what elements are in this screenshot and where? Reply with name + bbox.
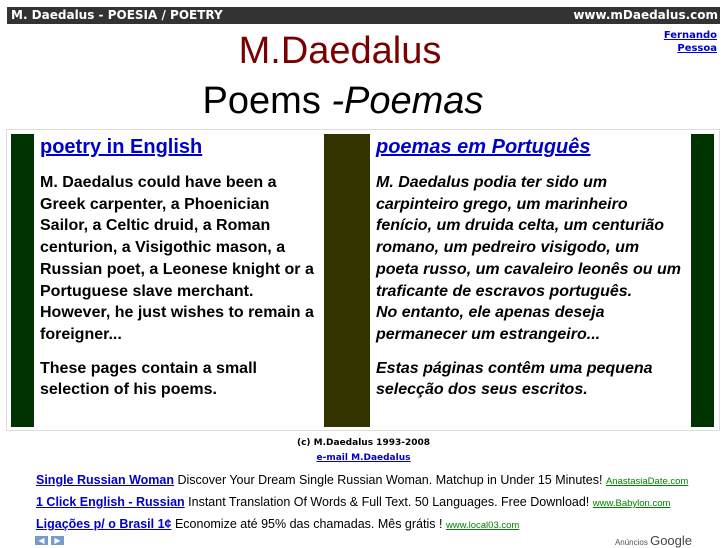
fernando-link[interactable]: Fernando: [663, 30, 717, 41]
right-bar: [691, 134, 714, 427]
ads-by-label[interactable]: [615, 533, 692, 548]
portuguese-para-3: Estas páginas contêm uma pequena selecção dos seus escritos.: [376, 359, 653, 399]
ad-text: Economize até 95% das chamadas. Mês grátis !: [174, 517, 443, 531]
ad-headline[interactable]: Single Russian Woman: [36, 473, 174, 487]
pessoa-link[interactable]: Pessoa: [677, 43, 717, 54]
page-title: M.Daedalus: [238, 30, 442, 72]
english-para-3: These pages contain a small selection of his poems.: [40, 359, 257, 399]
middle-bar: [324, 134, 370, 427]
footer: [0, 436, 727, 466]
english-para-1: M. Daedalus could have been a Greek carpenter, a Phoenician Sailor, a Celtic druid, a Roman centurion, a Visigothic mason, a Russian poet, a Leonese knight or a Portuguese slave merchant.: [40, 174, 314, 300]
english-para-2: However, he just wishes to remain a foreigner...: [40, 304, 314, 343]
copyright: (c) M.Daedalus 1993-2008: [296, 438, 431, 448]
ad-item: [36, 495, 670, 509]
ad-text: Discover Your Dream Single Russian Woman. Matchup in Under 15 Minutes!: [177, 473, 603, 487]
ad-nav: [35, 536, 65, 545]
portuguese-column: [376, 134, 686, 401]
top-bar: [7, 7, 720, 24]
left-bar: [11, 134, 34, 427]
subtitle-italic: -Poemas: [331, 80, 484, 122]
ads-by-text: Anúncios: [614, 538, 651, 547]
ad-text: Instant Translation Of Words & Full Text. 50 Languages. Free Download!: [188, 495, 590, 509]
ad-item: [36, 473, 688, 487]
portuguese-poetry-link[interactable]: poemas em Português: [376, 136, 591, 158]
content-panel: [6, 129, 720, 431]
ad-url[interactable]: www.Babylon.com: [592, 498, 671, 509]
ad-url[interactable]: www.local03.com: [445, 520, 520, 531]
ad-headline[interactable]: Ligações p/ o Brasil 1¢: [36, 517, 172, 531]
portuguese-para-1: M. Daedalus podia ter sido um carpinteiro grego, um marinheiro fenício, um druida celta, um centurião romano, um pedreiro visigodo, um poeta russo, um cavaleiro leonês ou um traficante de escravos português.: [376, 174, 681, 300]
site-url-link[interactable]: www.mDaedalus.com: [573, 8, 718, 22]
ad-block: [32, 469, 692, 548]
page-subtitle: [0, 80, 686, 123]
ad-headline[interactable]: 1 Click English - Russian: [36, 495, 185, 509]
ad-url[interactable]: AnastasiaDate.com: [605, 476, 689, 487]
email-link[interactable]: e-mail M.Daedalus: [316, 453, 411, 463]
google-logo: Google: [650, 533, 692, 548]
portuguese-para-2: No entanto, ele apenas deseja permanecer um estrangeiro...: [376, 304, 605, 343]
english-column: [40, 134, 320, 401]
ad-item: [36, 517, 519, 531]
subtitle-normal: Poems: [202, 80, 332, 122]
english-poetry-link[interactable]: poetry in English: [40, 136, 203, 158]
next-arrow-icon[interactable]: ▶: [51, 536, 64, 545]
prev-arrow-icon[interactable]: ◀: [35, 536, 48, 545]
site-title: M. Daedalus - POESIA / POETRY: [11, 8, 223, 22]
